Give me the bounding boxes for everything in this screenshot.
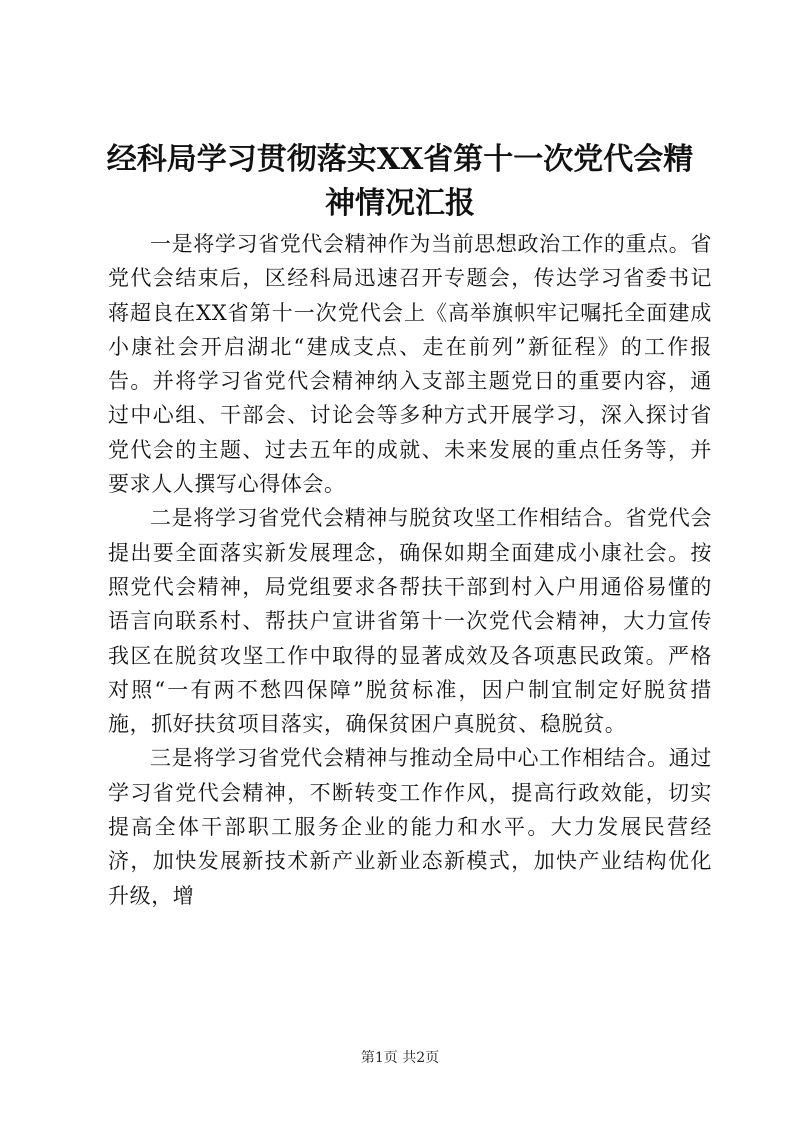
document-title: 经科局学习贯彻落实XX省第十一次党代会精神情况汇报 bbox=[106, 142, 694, 221]
document-body bbox=[108, 227, 712, 913]
paragraph-2: 二是将学习省党代会精神与脱贫攻坚工作相结合。省党代会提出要全面落实新发展理念，确保如期全面建成小康社会。按照党代会精神，局党组要求各帮扶干部到村入户用通俗易懂的语言向联系村、帮扶户宣讲省第十一次党代会精神，大力宣传我区在脱贫攻坚工作中取得的显著成效及各项惠民政策。严格对照“一有两不愁四保障”脱贫标准，因户制宜制定好脱贫措施，抓好扶贫项目落实，确保贫困户真脱贫、稳脱贫。 bbox=[108, 506, 712, 737]
page-number-footer: 第1页 共2页 bbox=[360, 1050, 440, 1066]
paragraph-1: 一是将学习省党代会精神作为当前思想政治工作的重点。省党代会结束后，区经科局迅速召开专题会，传达学习省委书记蒋超良在XX省第十一次党代会上《高举旗帜牢记嘱托全面建成小康社会开启湖北“建成支点、走在前列”新征程》的工作报告。并将学习省党代会精神纳入支部主题党日的重要内容，通过中心组、干部会、讨论会等多种方式开展学习，深入探讨省党代会的主题、过去五年的成就、未来发展的重点任务等，并要求人人撰写心得体会。 bbox=[108, 232, 712, 497]
paragraph-3: 三是将学习省党代会精神与推动全局中心工作相结合。通过学习省党代会精神，不断转变工作作风，提高行政效能，切实提高全体干部职工服务企业的能力和水平。大力发展民营经济，加快发展新技术新产业新业态新模式，加快产业结构优化升级，增 bbox=[108, 746, 712, 908]
